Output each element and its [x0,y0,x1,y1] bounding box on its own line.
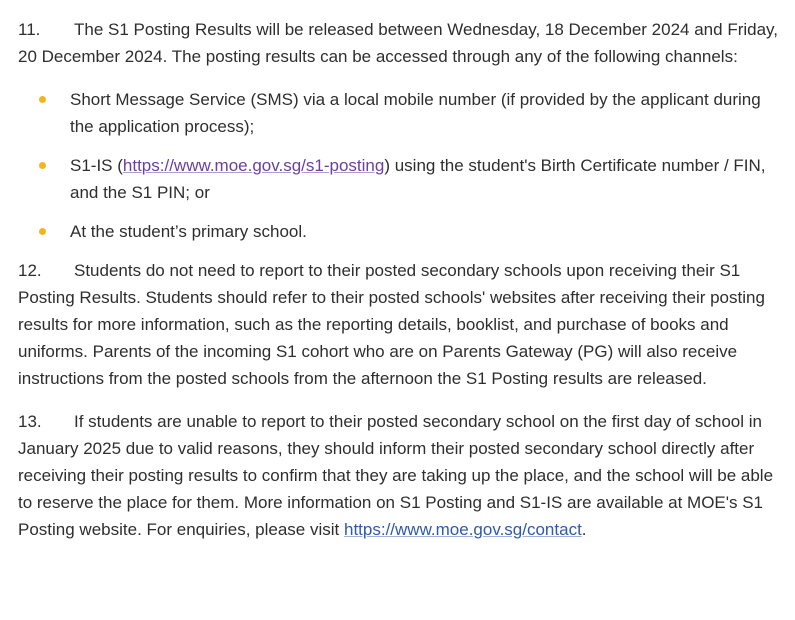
paragraph-number: 11. [18,20,41,39]
paragraph-number: 12. [18,261,42,280]
bullet-icon [39,96,46,103]
bullet-icon [39,162,46,169]
paragraph-text: Students do not need to report to their posted secondary schools upon receiving their S1 Posting Results. Students should refer to their posted schools' websites after receiving their posting results for more information, such as the reporting details, booklist, and purchase of books and uniforms. Parents of the incoming S1 cohort who are on Parents Gateway (PG) will also receive instructions from the posted schools from the afternoon the S1 Posting results are released. [18,261,765,388]
paragraph-13 [18,408,785,543]
bullet-icon [39,228,46,235]
list-item [18,152,785,206]
list-item-text: Short Message Service (SMS) via a local mobile number (if provided by the applicant during the application process); [70,90,761,136]
channels-list [18,86,785,245]
paragraph-number: 13. [18,412,42,431]
paragraph-11 [18,16,785,70]
contact-link[interactable]: https://www.moe.gov.sg/contact [344,520,582,539]
list-item-text: At the student’s primary school. [70,222,307,241]
paragraph-text-after: . [581,520,587,539]
list-item-text-after: ) using the student's Birth Certificate number / FIN, and the S1 PIN; or [70,156,766,202]
paragraph-text: If students are unable to report to their posted secondary school on the first day of school in January 2025 due to valid reasons, they should inform their posted secondary school directly after receiving their posting results to confirm that they are taking up the place, and the school will be able to reserve the place for them. More information on S1 Posting and S1-IS are available at MOE's S1 Posting website. For enquiries, please visit [18,412,774,539]
list-item [18,218,785,245]
list-item [18,86,785,140]
paragraph-12 [18,257,785,392]
paragraph-text: The S1 Posting Results will be released between Wednesday, 18 December 2024 and Friday, 20 December 2024. The posting results can be accessed through any of the following channels: [18,20,779,66]
s1-posting-link[interactable]: https://www.moe.gov.sg/s1-posting [122,156,385,175]
list-item-text-before: S1-IS ( [70,156,123,175]
